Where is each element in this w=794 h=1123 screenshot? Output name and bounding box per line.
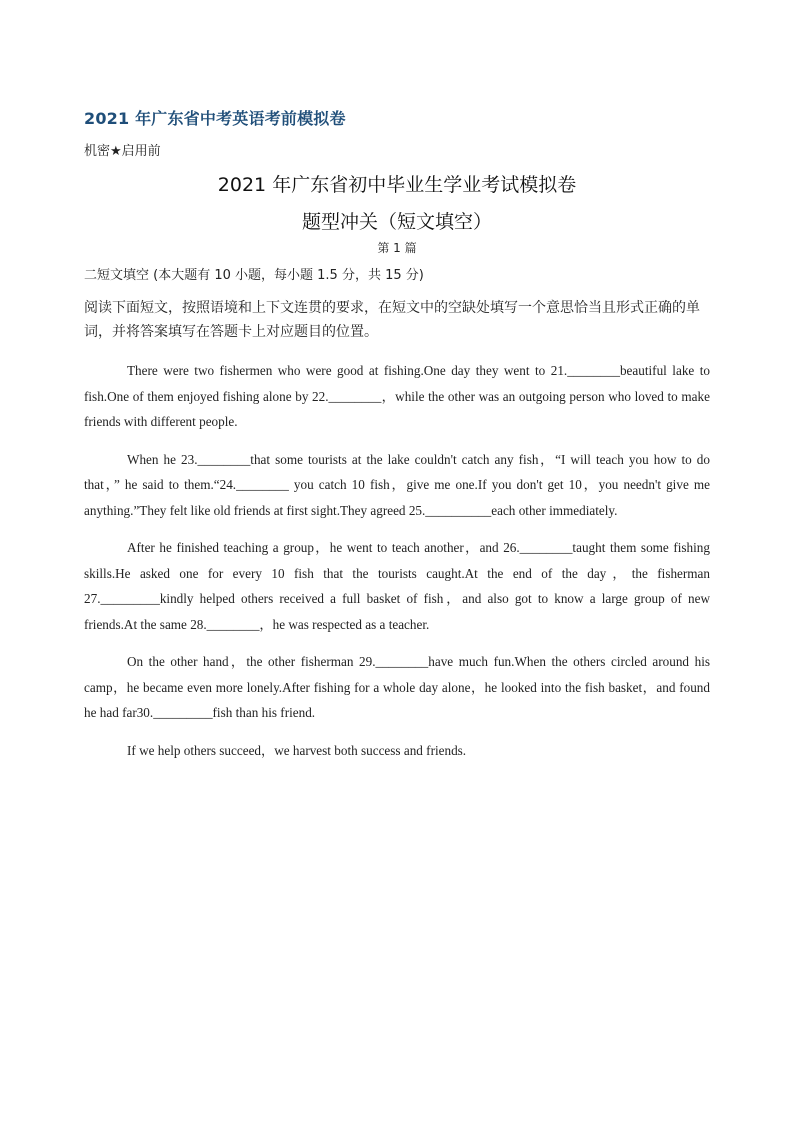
instructions: 阅读下面短文，按照语境和上下文连贯的要求，在短文中的空缺处填写一个意思恰当且形式正确的单词，并将答案填写在答题卡上对应题目的位置。 — [84, 300, 700, 340]
page-subtitle: 题型冲关（短文填空） — [301, 211, 492, 233]
passage-paragraph: On the other hand，the other fisherman 29.________have much fun.When the others circled around his camp，he became even more lonely.After fishing for a whole day alone，he looked into the fish basket，and found he had far30._________fish than his friend. — [84, 654, 710, 720]
passage-paragraph: When he 23.________that some tourists at the lake couldn't catch any fish，“I will teach you how to do that，” he said to them.“24.________ you catch 10 fish，give me one.If you don't get 10，you needn't give me anything.”They felt like old friends at first sight.They agreed 25.__________each other immediately. — [84, 451, 710, 518]
passage — [84, 358, 710, 763]
exam-series-title: 2021 年广东省中考英语考前模拟卷 — [84, 109, 346, 128]
part-heading: 二短文填空 (本大题有 10 小题，每小题 1.5 分，共 15 分) — [84, 268, 424, 283]
passage-paragraph: If we help others succeed，we harvest both success and friends. — [127, 742, 467, 758]
page-title: 2021 年广东省初中毕业生学业考试模拟卷 — [217, 174, 577, 196]
passage-paragraph: After he finished teaching a group，he went to teach another，and 26.________taught them some fishing skills.He asked one for every 10 fish that the tourists caught.At the end of the day，the fisherman 27._________kindly helped others received a full basket of fish，and also got to know a large group of new friends.At the same 28.________，he was respected as a teacher. — [84, 540, 710, 632]
section-number: 第 1 篇 — [377, 241, 417, 255]
passage-paragraph: There were two fishermen who were good at fishing.One day they went to 21.________beautiful lake to fish.One of them enjoyed fishing alone by 22.________，while the other was an outgoing person who loved to make friends with different people. — [84, 363, 710, 429]
confidential-label: 机密★启用前 — [84, 144, 161, 159]
